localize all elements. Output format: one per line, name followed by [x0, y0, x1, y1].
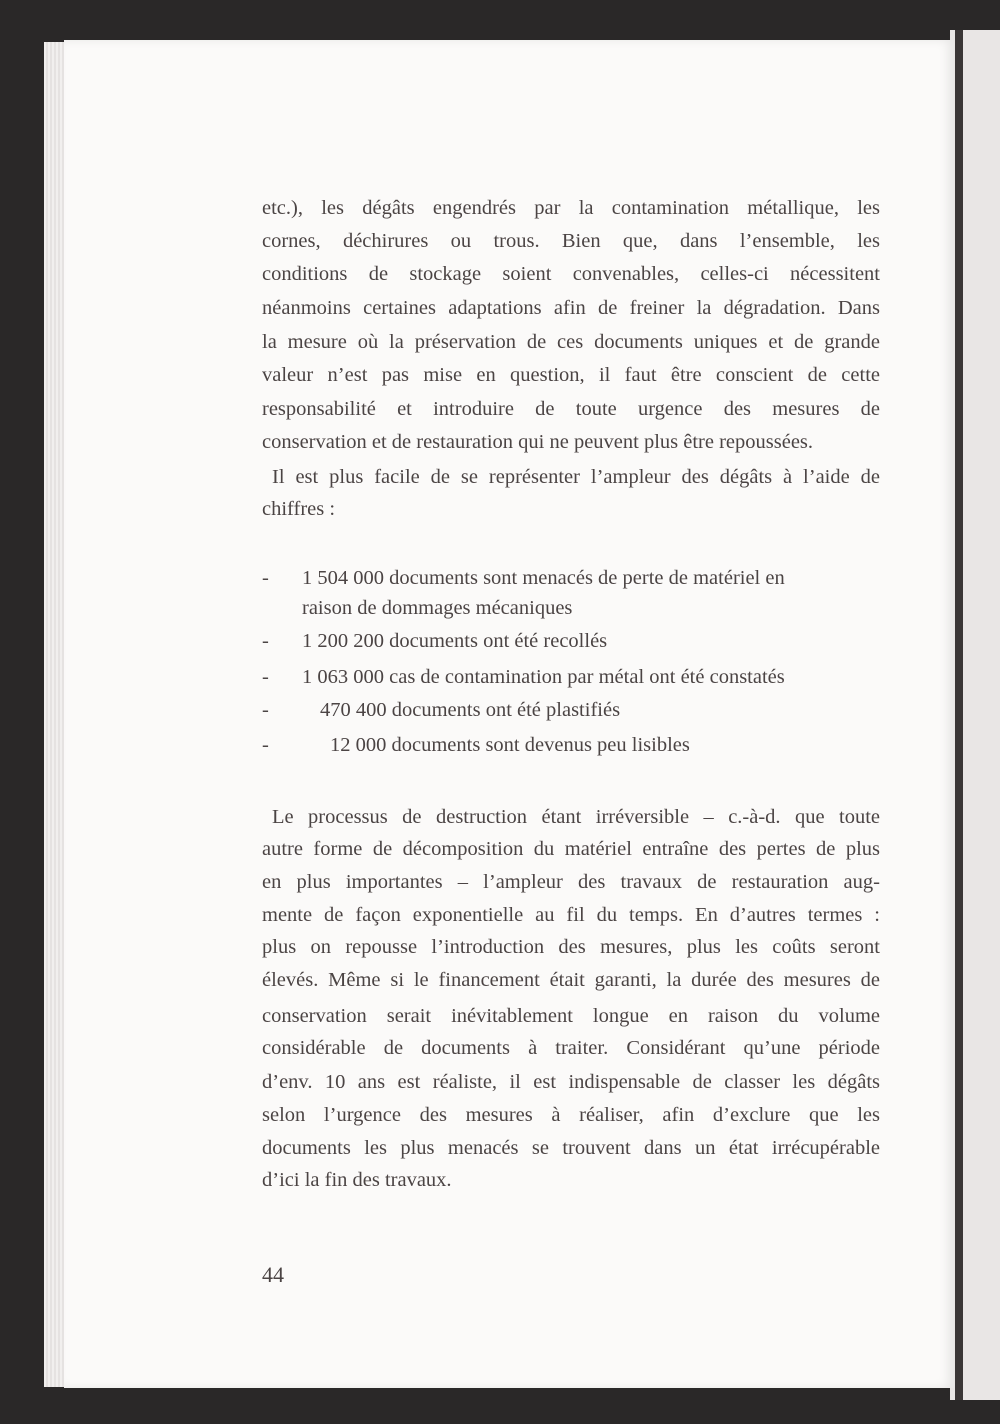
- text-line: Il est plus facile de se représenter l’ampleur des dégâts à l’aide de: [272, 466, 880, 488]
- text-line: autre forme de décomposition du matériel entraîne des pertes de plus: [262, 838, 880, 860]
- text-line: la mesure où la préservation de ces documents uniques et de grande: [262, 331, 880, 353]
- list-dash: -: [262, 630, 269, 652]
- list-item-continuation: raison de dommages mécaniques: [302, 597, 573, 619]
- text-line: responsabilité et introduire de toute urgence des mesures de: [262, 398, 880, 420]
- list-item: 1 063 000 cas de contamination par métal ont été constatés: [302, 666, 785, 688]
- list-dash: -: [262, 567, 269, 589]
- text-line: etc.), les dégâts engendrés par la contamination métallique, les: [262, 197, 880, 219]
- text-line: valeur n’est pas mise en question, il faut être conscient de cette: [262, 364, 880, 386]
- text-line: en plus importantes – l’ampleur des travaux de restauration aug-: [262, 871, 880, 893]
- text-line: cornes, déchirures ou trous. Bien que, dans l’ensemble, les: [262, 230, 880, 252]
- list-dash: -: [262, 666, 269, 688]
- text-line: selon l’urgence des mesures à réaliser, afin d’exclure que les: [262, 1104, 880, 1126]
- text-line: conservation et de restauration qui ne peuvent plus être repoussées.: [262, 431, 814, 453]
- list-item: 470 400 documents ont été plastifiés: [320, 699, 621, 721]
- text-line: d’ici la fin des travaux.: [262, 1169, 452, 1191]
- page-number: 44: [262, 1262, 284, 1287]
- text-line: considérable de documents à traiter. Considérant qu’une période: [262, 1037, 880, 1059]
- text-line: Le processus de destruction étant irréversible – c.-à-d. que toute: [272, 806, 880, 828]
- text-line: d’env. 10 ans est réaliste, il est indispensable de classer les dégâts: [262, 1071, 880, 1093]
- list-dash: -: [262, 699, 269, 721]
- book-gutter: [955, 30, 963, 1400]
- list-item: 1 504 000 documents sont menacés de perte de matériel en: [302, 567, 785, 589]
- text-line: mente de façon exponentielle au fil du temps. En d’autres termes :: [262, 904, 880, 926]
- text-line: conservation serait inévitablement longue en raison du volume: [262, 1005, 880, 1027]
- list-item: 1 200 200 documents ont été recollés: [302, 630, 608, 652]
- list-item: 12 000 documents sont devenus peu lisibles: [330, 734, 690, 756]
- text-line: chiffres :: [262, 498, 336, 520]
- text-line: conditions de stockage soient convenables, celles-ci nécessitent: [262, 263, 880, 285]
- text-line: élevés. Même si le financement était garanti, la durée des mesures de: [262, 969, 880, 991]
- text-line: documents les plus menacés se trouvent dans un état irrécupérable: [262, 1137, 880, 1159]
- text-line: néanmoins certaines adaptations afin de freiner la dégradation. Dans: [262, 297, 880, 319]
- list-dash: -: [262, 734, 269, 756]
- text-line: plus on repousse l’introduction des mesures, plus les coûts seront: [262, 936, 880, 958]
